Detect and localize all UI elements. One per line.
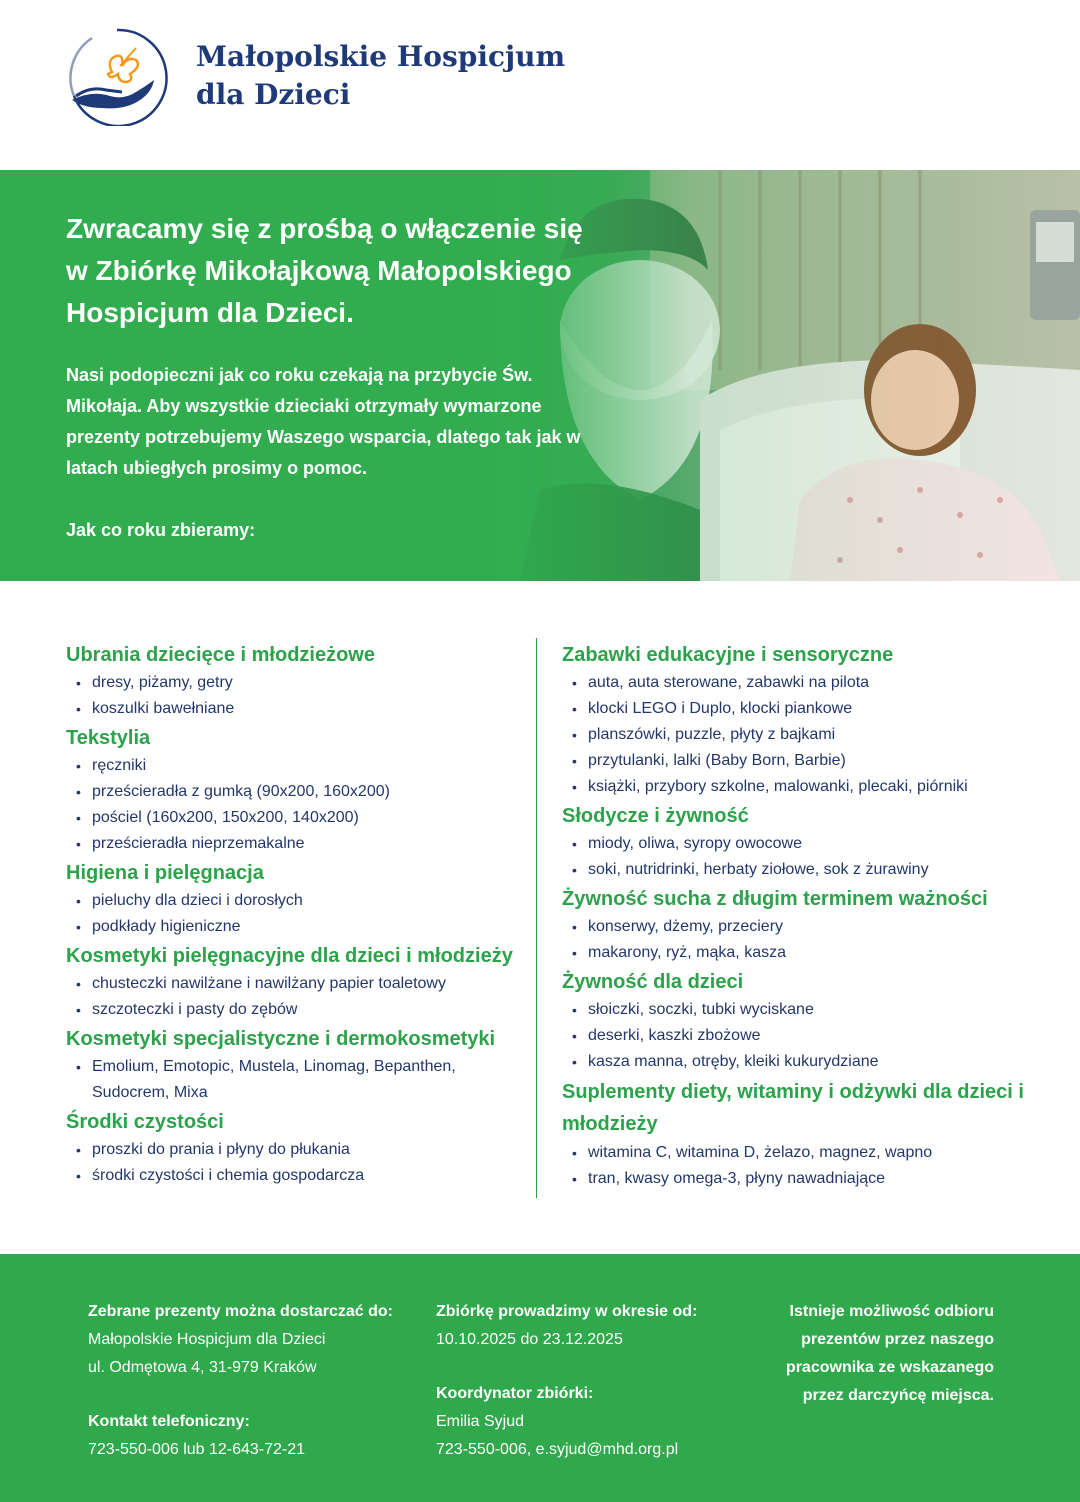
list-item: • książki, przybory szkolne, malowanki, plecaki, piórniki — [562, 774, 1032, 800]
hero-banner — [0, 170, 1080, 581]
category-list — [562, 997, 1032, 1075]
list-item: • soki, nutridrinki, herbaty ziołowe, sok z żurawiny — [562, 857, 1032, 883]
delivery-label: Zebrane prezenty można dostarczać do: — [88, 1303, 393, 1320]
list-item: • makarony, ryż, mąka, kasza — [562, 940, 1032, 966]
category-title: Higiena i pielęgnacja — [66, 862, 264, 884]
list-item: • szczoteczki i pasty do zębów — [66, 997, 526, 1023]
category-list — [66, 753, 526, 857]
category-list — [562, 831, 1032, 883]
category-title: Tekstylia — [66, 727, 151, 749]
category-title: Żywność sucha z długim terminem ważności — [562, 888, 988, 910]
delivery-address: ul. Odmętowa 4, 31-979 Kraków — [88, 1359, 317, 1376]
category-list — [66, 971, 526, 1023]
right-category-column — [562, 640, 1032, 1193]
category-title: Suplementy diety, witaminy i odżywki dla dzieci i młodzieży — [562, 1081, 1024, 1135]
list-item: • pościel (160x200, 150x200, 140x200) — [66, 805, 526, 831]
list-item: • pieluchy dla dzieci i dorosłych — [66, 888, 526, 914]
category-title: Słodycze i żywność — [562, 805, 749, 827]
category-title: Kosmetyki pielęgnacyjne dla dzieci i młodzieży — [66, 945, 513, 967]
hero-description: Nasi podopieczni jak co roku czekają na przybycie Św. Mikołaja. Aby wszystkie dzieciaki otrzymały wymarzone prezenty potrzebujemy Waszego wsparcia, dlatego tak jak w latach ubiegłych prosimy o pomoc. — [66, 365, 581, 478]
organization-name-line2: dla Dzieci — [196, 78, 351, 111]
period-info — [436, 1298, 736, 1464]
category-list — [562, 914, 1032, 966]
list-item: • podkłady higieniczne — [66, 914, 526, 940]
list-item: • środki czystości i chemia gospodarcza — [66, 1163, 526, 1189]
list-item: • przytulanki, lalki (Baby Born, Barbie) — [562, 748, 1032, 774]
list-item: • chusteczki nawilżane i nawilżany papier toaletowy — [66, 971, 526, 997]
category-list — [66, 1054, 526, 1106]
collect-label: Jak co roku zbieramy: — [66, 520, 256, 540]
period-label: Zbiórkę prowadzimy w okresie od: — [436, 1303, 698, 1320]
list-item: • prześcieradła nieprzemakalne — [66, 831, 526, 857]
list-item: • prześcieradła z gumką (90x200, 160x200) — [66, 779, 526, 805]
list-item: • kasza manna, otręby, kleiki kukurydziane — [562, 1049, 1032, 1075]
category-title: Środki czystości — [66, 1111, 224, 1133]
coordinator-name: Emilia Syjud — [436, 1413, 525, 1430]
list-item: • konserwy, dżemy, przeciery — [562, 914, 1032, 940]
list-item: • Emolium, Emotopic, Mustela, Linomag, Bepanthen, Sudocrem, Mixa — [66, 1054, 526, 1106]
delivery-info — [88, 1298, 408, 1464]
left-category-column — [66, 640, 526, 1190]
list-item: • witamina C, witamina D, żelazo, magnez, wapno — [562, 1140, 1032, 1166]
category-list — [66, 670, 526, 722]
phone-value: 723-550-006 lub 12-643-72-21 — [88, 1441, 306, 1458]
list-item: • deserki, kaszki zbożowe — [562, 1023, 1032, 1049]
category-list — [66, 1137, 526, 1189]
footer — [0, 1254, 1080, 1502]
category-title: Kosmetyki specjalistyczne i dermokosmetyki — [66, 1028, 496, 1050]
list-item: • dresy, piżamy, getry — [66, 670, 526, 696]
list-item: • proszki do prania i płyny do płukania — [66, 1137, 526, 1163]
list-item: • koszulki bawełniane — [66, 696, 526, 722]
period-value: 10.10.2025 do 23.12.2025 — [436, 1331, 623, 1348]
pickup-note: Istnieje możliwość odbioru prezentów przez naszego pracownika ze wskazanego przez darczyńcę miejsca. — [785, 1303, 994, 1404]
category-title: Ubrania dziecięce i młodzieżowe — [66, 644, 375, 666]
list-item: • klocki LEGO i Duplo, klocki piankowe — [562, 696, 1032, 722]
header — [0, 0, 1080, 170]
list-item: • auta, auta sterowane, zabawki na pilota — [562, 670, 1032, 696]
list-item: • miody, oliwa, syropy owocowe — [562, 831, 1032, 857]
butterfly-on-hand-icon — [62, 26, 172, 126]
list-item: • ręczniki — [66, 753, 526, 779]
category-list — [66, 888, 526, 940]
delivery-name: Małopolskie Hospicjum dla Dzieci — [88, 1331, 326, 1348]
list-item: • słoiczki, soczki, tubki wyciskane — [562, 997, 1032, 1023]
column-divider — [536, 638, 537, 1198]
phone-label: Kontakt telefoniczny: — [88, 1413, 250, 1430]
category-title: Żywność dla dzieci — [562, 971, 744, 993]
list-item: • planszówki, puzzle, płyty z bajkami — [562, 722, 1032, 748]
list-item: • tran, kwasy omega-3, płyny nawadniające — [562, 1166, 1032, 1192]
category-list — [562, 1140, 1032, 1192]
coordinator-contact: 723-550-006, e.syjud@mhd.org.pl — [436, 1441, 679, 1458]
hero-title: Zwracamy się z prośbą o włączenie się w Zbiórkę Mikołajkową Małopolskiego Hospicjum dla Dzieci. — [66, 213, 583, 328]
category-title: Zabawki edukacyjne i sensoryczne — [562, 644, 894, 666]
organization-name-line1: Małopolskie Hospicjum — [196, 40, 566, 73]
category-list — [562, 670, 1032, 800]
organization-name — [196, 38, 565, 114]
coordinator-label: Koordynator zbiórki: — [436, 1385, 594, 1402]
